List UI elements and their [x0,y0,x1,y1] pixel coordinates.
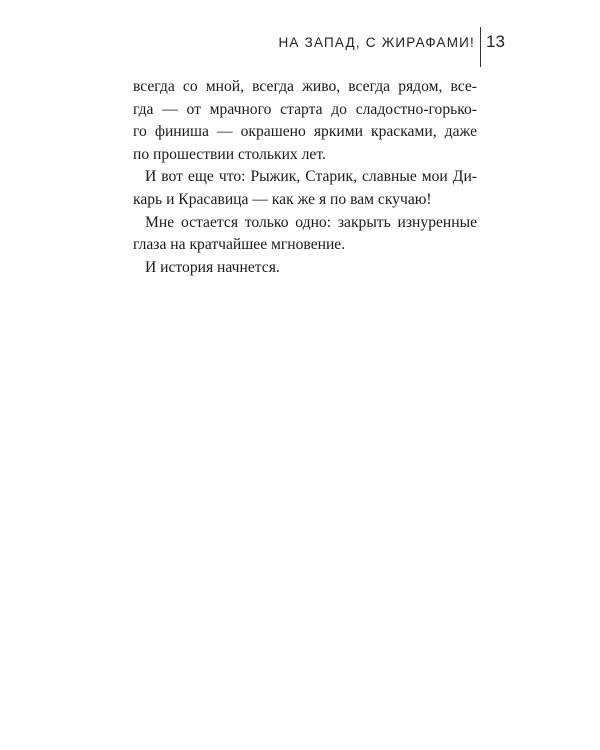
paragraph [133,257,477,280]
text-line: И история начнется. [145,258,280,276]
text-line: глаза на кратчайшее мгновение. [133,236,346,254]
paragraph [133,166,477,211]
page-number: 13 [486,32,505,51]
text-line: Мне остается только одно: закрыть изнуренные [145,213,477,231]
text-line: И вот еще что: Рыжик, Старик, славные мои Ди- [145,168,477,186]
text-line: всегда со мной, всегда живо, всегда рядом, все- [133,78,477,95]
header-divider [480,27,481,67]
text-line: карь и Красавица — как же я по вам скучаю! [133,190,432,208]
body-text [133,76,477,279]
paragraph [133,212,477,257]
paragraph [133,76,477,166]
text-line: го финиша — окрашено яркими красками, даже [133,123,477,141]
text-line: гда — от мрачного старта до сладостно-горько- [133,100,477,118]
running-head-title: НА ЗАПАД, С ЖИРАФАМИ! [278,35,475,50]
text-line: по прошествии стольких лет. [133,145,326,163]
